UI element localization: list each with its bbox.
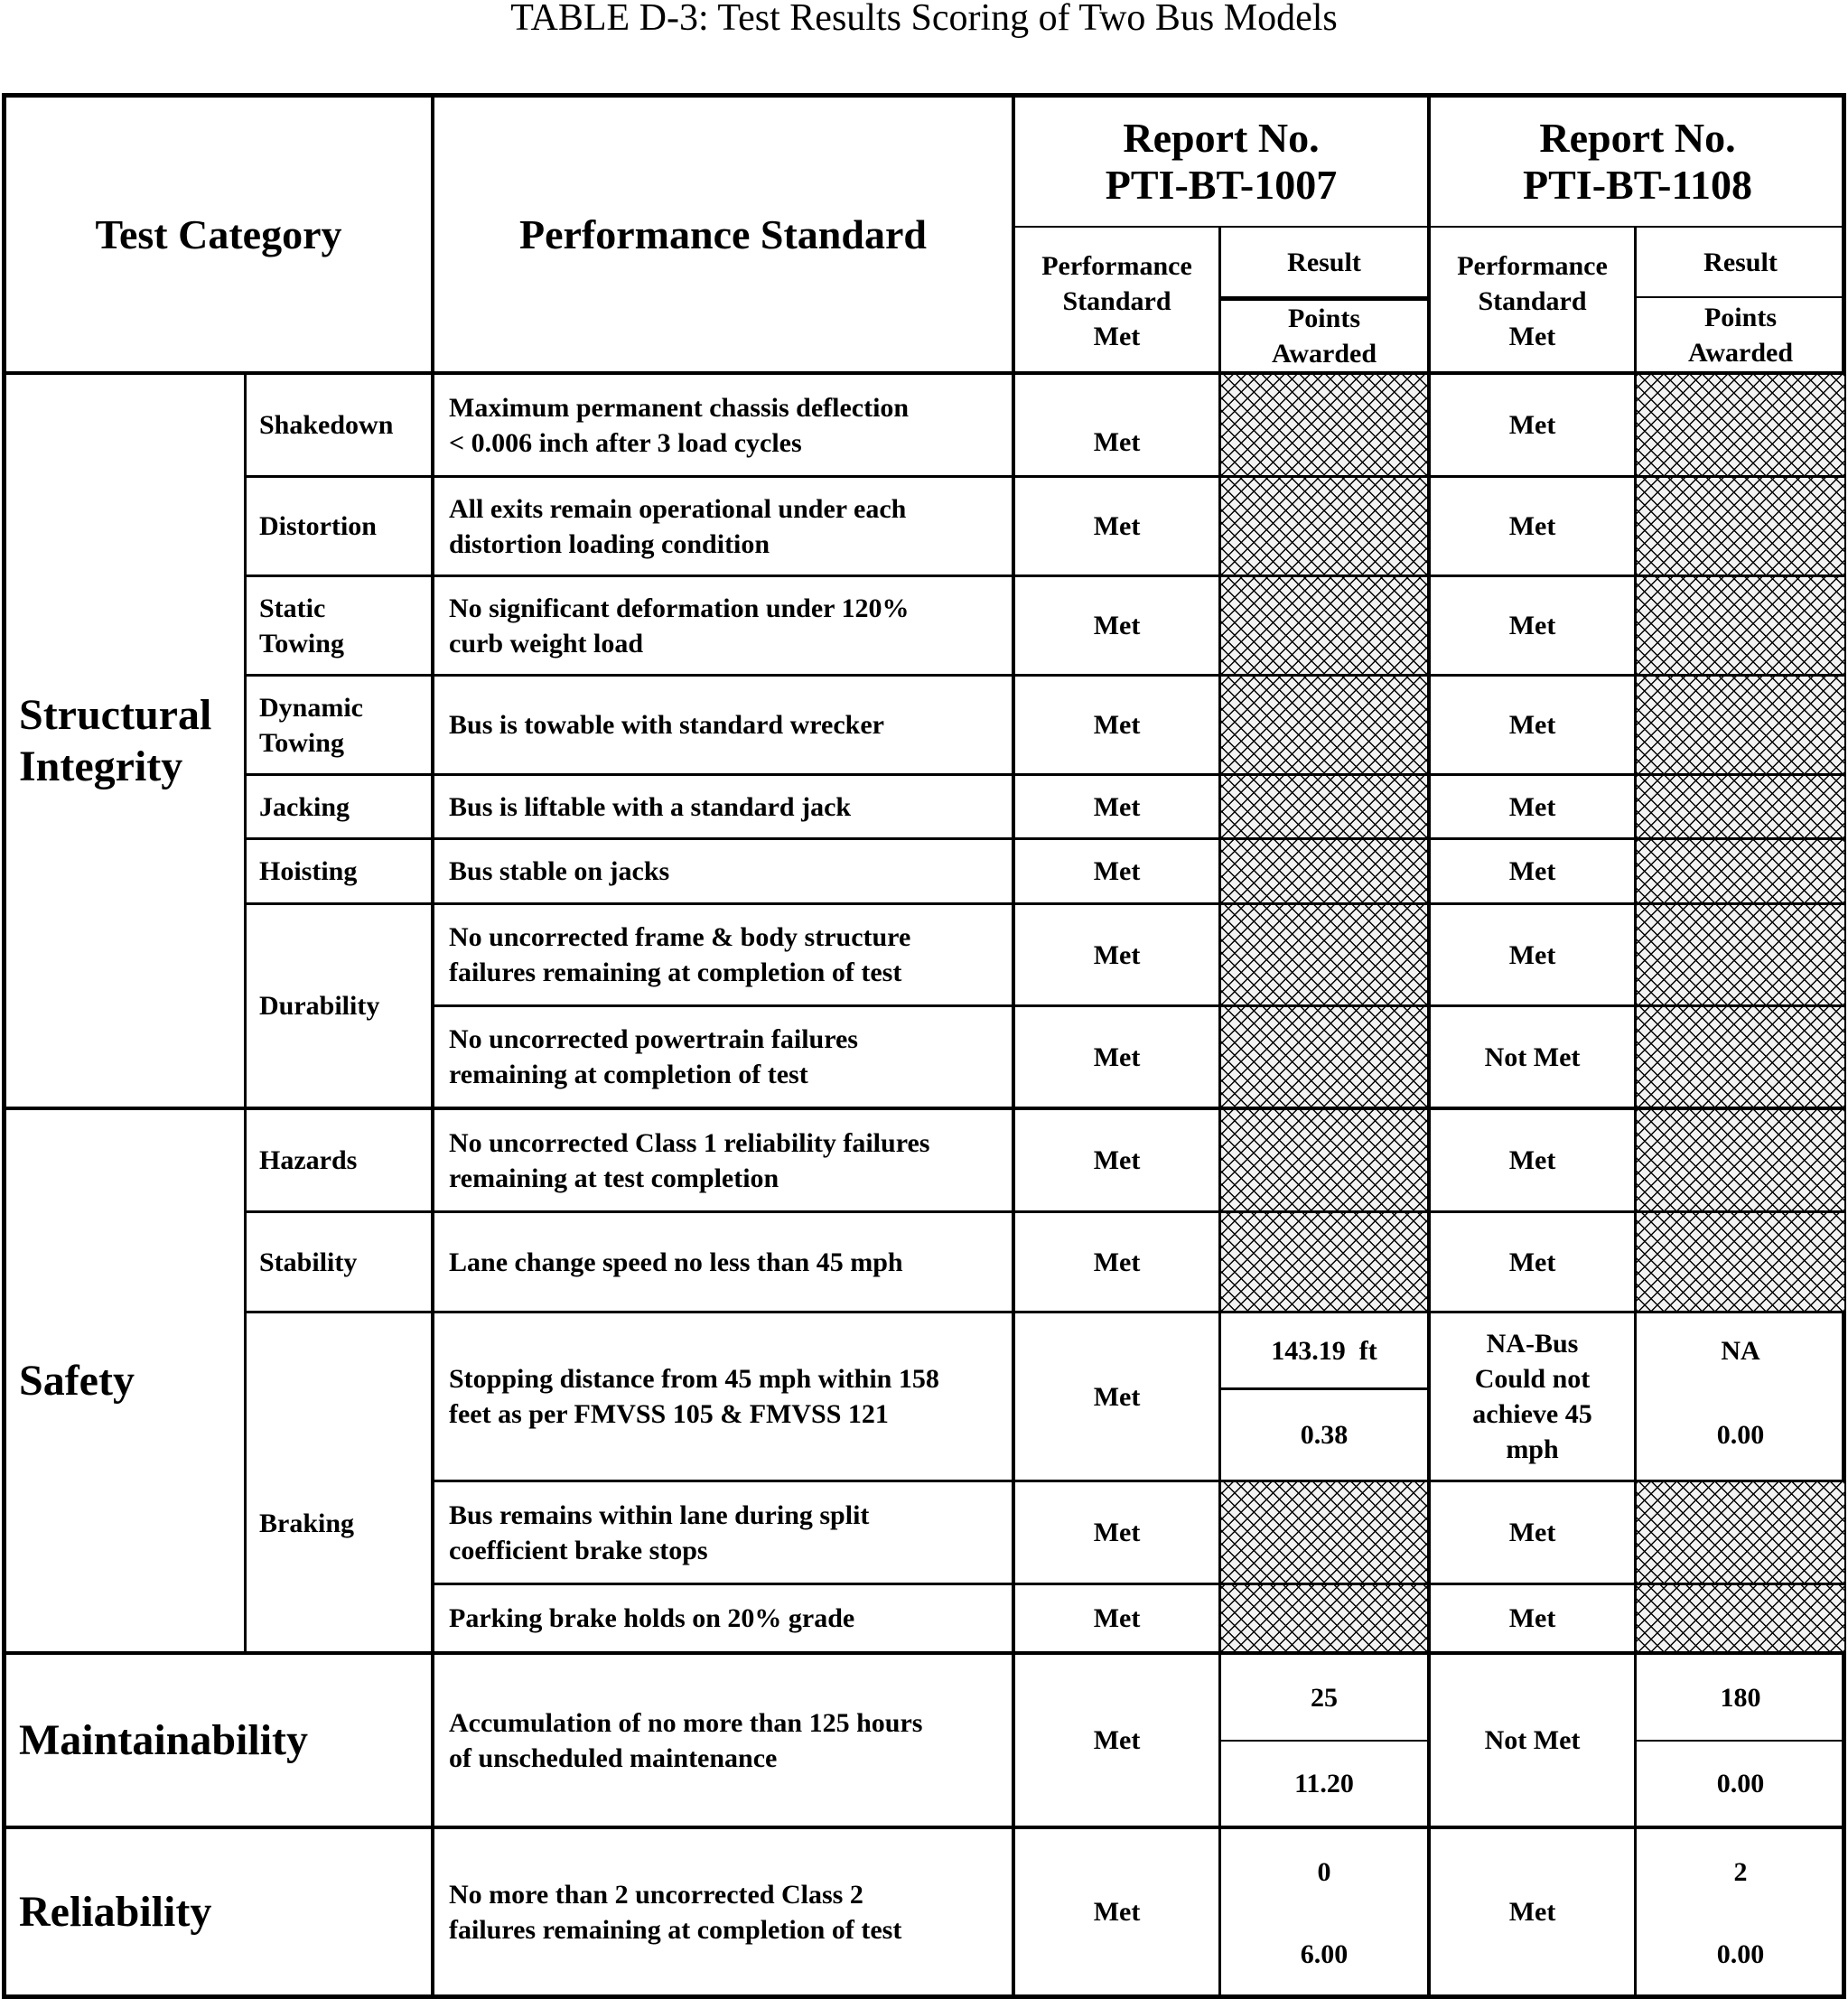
hatched-cell [1637, 677, 1844, 773]
hatched-cell [1221, 776, 1427, 837]
met-1108-dynamic-towing: Met [1508, 710, 1556, 740]
category-maintainability: Maintainability [19, 1716, 309, 1764]
met-1007-reliability: Met [1093, 1897, 1141, 1927]
hatched-cell [1221, 478, 1427, 574]
standard-braking-parking: Parking brake holds on 20% grade [449, 1603, 855, 1633]
met-1108-braking-split: Met [1508, 1518, 1556, 1547]
header-report-1007: Report No. PTI-BT-1007 [1105, 115, 1338, 208]
met-1108-braking-stop: NA-Bus Could not achieve 45 mph [1472, 1329, 1592, 1464]
subcategory-distortion: Distortion [259, 511, 377, 541]
standard-durability-frame: No uncorrected frame & body structure failures remaining at completion of test [449, 922, 911, 987]
standard-reliability: No more than 2 uncorrected Class 2 failures remaining at completion of test [449, 1879, 902, 1945]
header-std-met-1108: Performance Standard Met [1457, 251, 1608, 351]
met-1108-durability-frame: Met [1508, 939, 1556, 970]
hatched-cell [1221, 1482, 1427, 1583]
met-1007-braking-parking: Met [1093, 1603, 1141, 1633]
subcategory-shakedown: Shakedown [259, 410, 394, 440]
met-1007-braking-stop: Met [1093, 1381, 1141, 1412]
subcategory-hoisting: Hoisting [259, 856, 358, 886]
met-1108-static-towing: Met [1508, 611, 1556, 640]
hatched-cell [1637, 1213, 1844, 1311]
met-1007-braking-split: Met [1093, 1518, 1141, 1547]
subcategory-dynamic-towing: Dynamic Towing [259, 692, 363, 758]
hatched-cell [1221, 1007, 1427, 1107]
subcategory-stability: Stability [259, 1247, 358, 1277]
header-test-category: Test Category [95, 210, 342, 257]
met-1108-durability-powertrain: Not Met [1484, 1042, 1581, 1072]
hatched-cell [1637, 905, 1844, 1004]
category-reliability: Reliability [19, 1888, 212, 1936]
result-1007-braking-stop: 143.19 ft [1271, 1335, 1377, 1366]
hatched-cell [1221, 840, 1427, 902]
met-1007-stability: Met [1093, 1247, 1141, 1277]
header-result-1007: Result [1287, 247, 1361, 277]
subcategory-jacking: Jacking [259, 791, 350, 822]
subcategory-static-towing: Static Towing [259, 593, 344, 659]
points-1007-reliability: 6.00 [1300, 1939, 1349, 1969]
hatched-cell [1637, 1007, 1844, 1107]
table-title: TABLE D-3: Test Results Scoring of Two Bus Models [510, 0, 1338, 39]
hatched-cell [1637, 478, 1844, 574]
met-1007-jacking: Met [1093, 791, 1141, 822]
standard-shakedown: Maximum permanent chassis deflection < 0.006 inch after 3 load cycles [449, 392, 910, 458]
hatched-cell [1637, 776, 1844, 837]
subcategory-durability: Durability [259, 991, 380, 1021]
points-1108-braking-stop: 0.00 [1716, 1420, 1765, 1450]
header-result-1108: Result [1703, 247, 1778, 277]
met-1007-static-towing: Met [1093, 611, 1141, 640]
hatched-cell [1221, 1213, 1427, 1311]
category-safety: Safety [19, 1357, 135, 1405]
hatched-cell [1221, 905, 1427, 1004]
points-1108-reliability: 0.00 [1716, 1939, 1765, 1969]
met-1108-maintainability: Not Met [1484, 1725, 1581, 1755]
met-1108-distortion: Met [1508, 511, 1556, 541]
hatched-cell [1221, 375, 1427, 475]
hatched-cell [1221, 677, 1427, 773]
standard-static-towing: No significant deformation under 120% curb weight load [449, 593, 910, 659]
met-1108-hazards: Met [1508, 1145, 1556, 1175]
standard-dynamic-towing: Bus is towable with standard wrecker [449, 710, 884, 740]
hatched-cell [1221, 1110, 1427, 1210]
hatched-cell [1637, 1110, 1844, 1210]
header-std-met-1007: Performance Standard Met [1041, 251, 1192, 351]
met-1007-hazards: Met [1093, 1145, 1141, 1175]
standard-braking-split: Bus remains within lane during split coefficient brake stops [449, 1499, 870, 1565]
hatched-cell [1637, 1585, 1844, 1651]
standard-distortion: All exits remain operational under each distortion loading condition [449, 493, 907, 559]
hatched-cell [1221, 1585, 1427, 1651]
standard-hazards: No uncorrected Class 1 reliability failures remaining at test completion [449, 1127, 930, 1193]
standard-stability: Lane change speed no less than 45 mph [449, 1247, 903, 1277]
standard-braking-stop: Stopping distance from 45 mph within 158 feet as per FMVSS 105 & FMVSS 121 [449, 1364, 939, 1429]
header-points-1007: Points Awarded [1271, 304, 1377, 369]
met-1007-dynamic-towing: Met [1093, 710, 1141, 740]
met-1108-braking-parking: Met [1508, 1603, 1556, 1633]
hatched-cell [1637, 375, 1844, 475]
met-1007-durability-powertrain: Met [1093, 1042, 1141, 1072]
met-1108-hoisting: Met [1508, 856, 1556, 886]
header-performance-standard: Performance Standard [519, 210, 927, 257]
result-1108-braking-stop: NA [1721, 1335, 1760, 1366]
met-1007-hoisting: Met [1093, 856, 1141, 886]
standard-durability-powertrain: No uncorrected powertrain failures remaining at completion of test [449, 1024, 858, 1089]
subcategory-hazards: Hazards [259, 1145, 358, 1175]
header-points-1108: Points Awarded [1687, 302, 1794, 368]
hatched-cell [1637, 1482, 1844, 1583]
met-1108-shakedown: Met [1508, 410, 1556, 440]
category-structural-integrity: Structural Integrity [19, 691, 212, 790]
subcategory-braking: Braking [259, 1508, 355, 1538]
met-1108-stability: Met [1508, 1247, 1556, 1277]
points-1007-braking-stop: 0.38 [1300, 1420, 1349, 1450]
hatched-cell [1221, 577, 1427, 674]
hatched-cell [1637, 840, 1844, 902]
met-1007-shakedown: Met [1093, 427, 1141, 457]
met-1108-jacking: Met [1508, 791, 1556, 822]
standard-jacking: Bus is liftable with a standard jack [449, 791, 852, 822]
header-report-1108: Report No. PTI-BT-1108 [1523, 115, 1752, 208]
hatched-cell [1637, 577, 1844, 674]
points-1108-maintainability: 0.00 [1716, 1769, 1765, 1798]
met-1108-reliability: Met [1508, 1897, 1556, 1927]
result-1007-reliability: 0 [1317, 1856, 1331, 1887]
met-1007-distortion: Met [1093, 511, 1141, 541]
points-1007-maintainability: 11.20 [1294, 1769, 1354, 1798]
result-1007-maintainability: 25 [1311, 1682, 1338, 1713]
standard-hoisting: Bus stable on jacks [449, 856, 670, 886]
result-1108-maintainability: 180 [1720, 1682, 1761, 1713]
met-1007-durability-frame: Met [1093, 939, 1141, 970]
standard-maintainability: Accumulation of no more than 125 hours of unscheduled maintenance [449, 1707, 923, 1773]
result-1108-reliability: 2 [1733, 1856, 1748, 1887]
met-1007-maintainability: Met [1093, 1725, 1141, 1755]
